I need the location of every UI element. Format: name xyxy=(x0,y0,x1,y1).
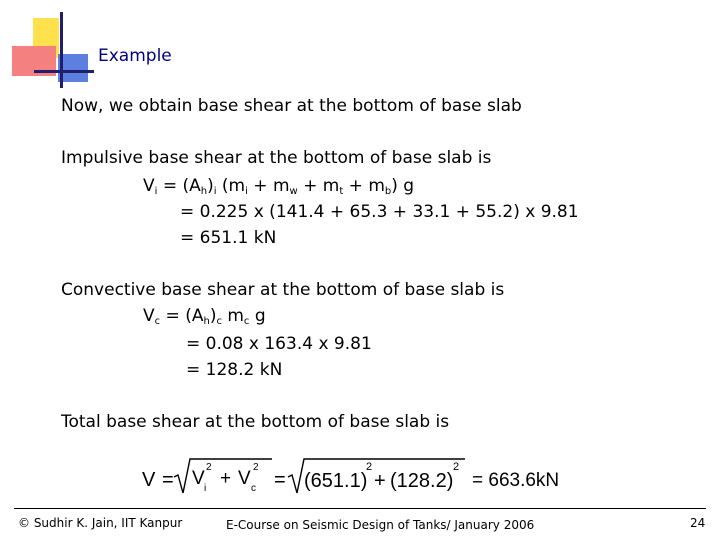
formula-vi-sub: i xyxy=(204,483,207,494)
footer-course: E-Course on Seismic Design of Tanks/ January 2006 xyxy=(226,518,535,532)
formula-vc-sup: 2 xyxy=(253,462,259,473)
slide-title: Example xyxy=(98,46,172,66)
footer-divider xyxy=(14,508,706,509)
formula-value-1: (651.1) xyxy=(304,470,368,492)
decoration-vertical-rule xyxy=(60,12,63,88)
formula-value-1-exp: 2 xyxy=(366,461,373,473)
convective-equation-line3: = 128.2 kN xyxy=(186,360,283,380)
footer-author: © Sudhir K. Jain, IIT Kanpur xyxy=(18,516,183,530)
impulsive-heading: Impulsive base shear at the bottom of base slab is xyxy=(61,148,492,168)
formula-vi: V xyxy=(192,468,205,489)
formula-plus: + xyxy=(220,468,232,489)
impulsive-equation-line3: = 651.1 kN xyxy=(180,228,277,248)
formula-equals: = xyxy=(162,469,174,491)
total-shear-formula xyxy=(140,453,560,501)
convective-equation-line2: = 0.08 x 163.4 x 9.81 xyxy=(186,334,372,354)
formula-equals-2: = xyxy=(274,469,286,491)
impulsive-equation-line1: $V_i = (A_h)_i$ $(m_i + m_w + m_t + m_b)$ g xyxy=(143,176,415,197)
formula-value-2-exp: 2 xyxy=(453,461,460,473)
decoration-horizontal-rule xyxy=(34,70,94,73)
convective-equation-line1: $V_c = (A_h)_c$ $m_c$ g xyxy=(143,306,266,327)
formula-value-2: (128.2) xyxy=(390,470,454,492)
formula-vi-sup: 2 xyxy=(206,462,212,473)
footer-page-number: 24 xyxy=(690,516,706,530)
intro-text: Now, we obtain base shear at the bottom of base slab xyxy=(61,96,522,116)
formula-vc-sub: c xyxy=(251,483,256,494)
formula-result: = 663.6kN xyxy=(472,470,560,491)
formula-vc: V xyxy=(238,468,251,489)
total-heading: Total base shear at the bottom of base slab is xyxy=(61,412,450,432)
convective-heading: Convective base shear at the bottom of base slab is xyxy=(61,280,505,300)
formula-lhs: V xyxy=(142,469,156,491)
impulsive-equation-line2: = 0.225 x (141.4 + 65.3 + 33.1 + 55.2) x 9.81 xyxy=(180,202,579,222)
formula-plus-2: + xyxy=(374,470,386,492)
